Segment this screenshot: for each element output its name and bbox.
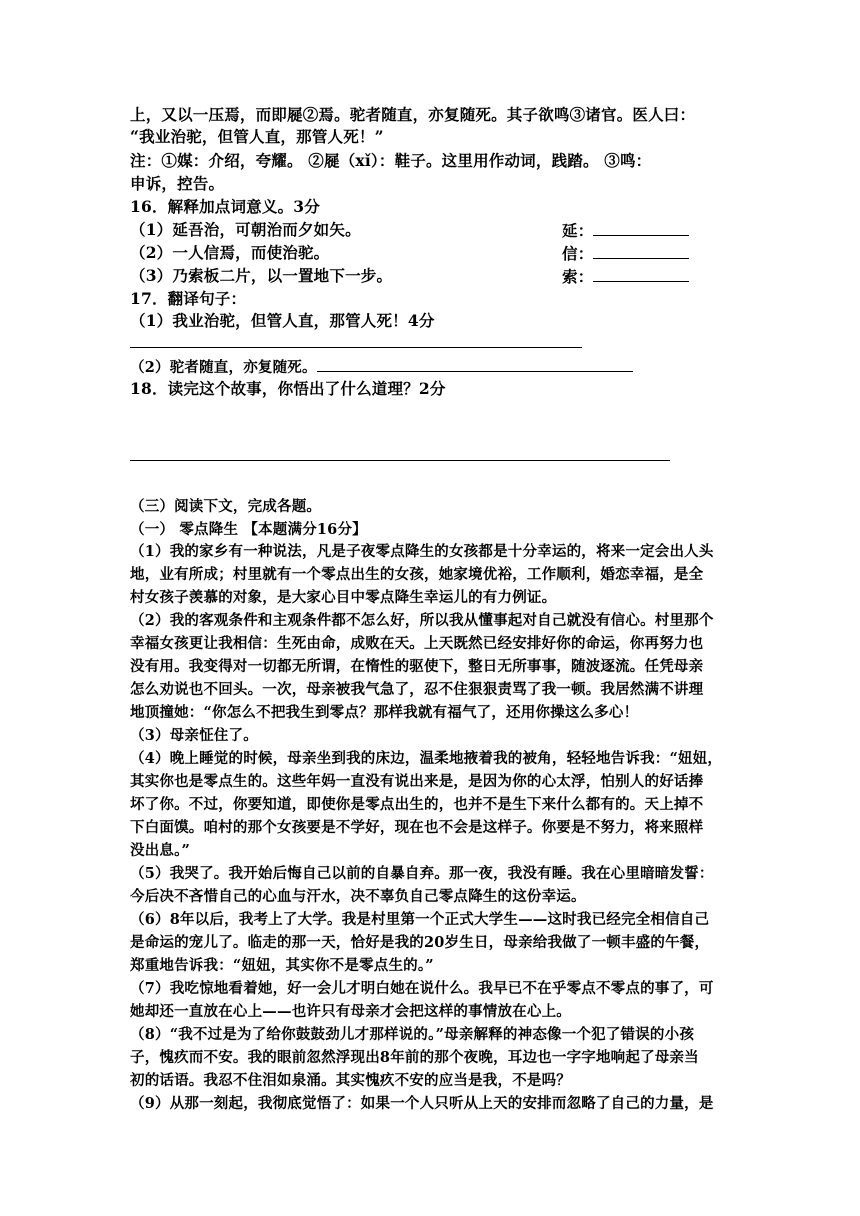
paragraph-line: （8）“我不过是为了给你鼓鼓劲儿才那样说的。”母亲解释的神态像一个犯了错误的小孩 (130, 1026, 695, 1043)
paragraph-line: 没有用。我变得对一切都无所谓，在惰性的驱使下，整日无所事事，随波逐流。任凭母亲 (130, 658, 704, 675)
item-answer-label: 延： (562, 219, 689, 242)
paragraph-line: 没出息。” (130, 842, 191, 859)
answer-line[interactable] (130, 460, 670, 461)
paragraph-line: 怎么劝说也不回头。一次，母亲被我气急了，忍不住狠狠责骂了我一顿。我居然满不讲理 (130, 681, 704, 698)
question-16-item-2 (130, 242, 594, 264)
paragraph-line: （5）我哭了。我开始后悔自己以前的自暴自弃。那一夜，我没有睡。我在心里暗暗发誓： (130, 865, 714, 882)
section-heading: （三）阅读下文，完成各题。 (130, 498, 322, 515)
paragraph-line: 幸福女孩更让我相信：生死由命，成败在天。上天既然已经安排好你的命运，你再努力也 (130, 635, 704, 652)
paragraph-line: 子，愧疚而不安。我的眼前忽然浮现出8年前的那个夜晚，耳边也一字字地响起了母亲当 (130, 1049, 699, 1066)
passage-line-1: 上，又以一压焉，而即屣②焉。驼者随直，亦复随死。其子欲鸣③诸官。医人曰： (130, 105, 696, 124)
paragraph-line: 是命运的宠儿了。临走的那一天，恰好是我的20岁生日，母亲给我做了一顿丰盛的午餐， (130, 934, 710, 951)
answer-blank[interactable] (593, 265, 689, 282)
item-answer-label: 索： (562, 265, 689, 288)
paragraph-line: 今后决不吝惜自己的心血与汗水，决不辜负自己零点降生的这份幸运。 (130, 888, 586, 905)
paragraph-line: 地顶撞她：“你怎么不把我生到零点？那样我就有福气了，还用你操这么多心！ (130, 704, 639, 721)
paragraph-line: （1）我的家乡有一种说法，凡是子夜零点降生的女孩都是十分幸运的，将来一定会出人头 (130, 543, 714, 560)
question-16-item-3 (130, 265, 594, 287)
paragraph-line: 下白面馍。咱村的那个女孩要是不学好，现在也不会是这样子。你要是不努力，将来照样 (130, 819, 704, 836)
paragraph-line: 初的话语。我忍不住泪如泉涌。其实愧疚不安的应当是我，不是吗？ (130, 1072, 571, 1089)
question-16-item-1 (130, 219, 594, 241)
paragraph-line: 她却还一直放在心上——也许只有母亲才会把这样的事情放在心上。 (130, 1003, 571, 1020)
item-text: （2）一人信焉，而使治驼。 (130, 243, 330, 262)
paragraph-line: 地，业有所成；村里就有一个零点出生的女孩，她家境优裕，工作顺利，婚恋幸福，是全 (130, 566, 704, 583)
question-17-item-2: （2）驼者随直，亦复随死。 (130, 355, 633, 379)
item-text: （1）延吾治，可朝治而夕如矢。 (130, 220, 361, 239)
section-subheading: （一） 零点降生 【本题满分16分】 (130, 521, 367, 538)
paragraph-line: 坏了你。不过，你要知道，即使你是零点出生的，也并不是生下来什么都有的。天上掉不 (130, 796, 704, 813)
paragraph-line: 郑重地告诉我：“妞妞，其实你不是零点生的。” (130, 957, 434, 974)
paragraph-line: 村女孩子羡慕的对象，是大家心目中零点降生幸运儿的有力例证。 (130, 589, 557, 606)
paragraph-line: （2）我的客观条件和主观条件都不怎么好，所以我从懂事起对自己就没有信心。村里那个 (130, 612, 714, 629)
item-text: （3）乃索板二片，以一置地下一步。 (130, 266, 393, 285)
paragraph-line: （4）晚上睡觉的时候，母亲坐到我的床边，温柔地掖着我的被角，轻轻地告诉我：“妞妞， (130, 750, 723, 767)
paragraph-line: （6）8年以后，我考上了大学。我是村里第一个正式大学生——这时我已经完全相信自己 (130, 911, 710, 928)
passage-line-2: “我业治驼，但管人直，那管人死！” (130, 127, 384, 146)
paragraph-line: （9）从那一刻起，我彻底觉悟了：如果一个人只听从上天的安排而忽略了自己的力量，是 (130, 1095, 714, 1112)
question-16-title: 16．解释加点词意义。3分 (130, 197, 320, 216)
answer-line[interactable] (130, 347, 582, 348)
item-answer-label: 信： (562, 242, 689, 265)
answer-blank[interactable] (317, 355, 633, 372)
paragraph-line: （3）母亲怔住了。 (130, 727, 258, 744)
question-17-title: 17．翻译句子： (130, 289, 247, 308)
answer-blank[interactable] (593, 219, 689, 236)
question-18-title: 18．读完这个故事，你悟出了什么道理？2分 (130, 379, 446, 398)
answer-blank[interactable] (593, 242, 689, 259)
paragraph-line: （7）我吃惊地看着她，好一会儿才明白她在说什么。我早已不在乎零点不零点的事了，可 (130, 980, 714, 997)
annotation-line-1: 注：①媒：介绍，夸耀。 ②屣（xǐ）：鞋子。这里用作动词，践踏。 ③鸣： (130, 151, 652, 170)
paragraph-line: 其实你也是零点生的。这些年妈一直没有说出来是，是因为你的心太浮，怕别人的好话捧 (130, 773, 704, 790)
annotation-line-2: 申诉，控告。 (130, 174, 225, 193)
question-17-item-1: （1）我业治驼，但管人直，那管人死！4分 (130, 311, 435, 330)
